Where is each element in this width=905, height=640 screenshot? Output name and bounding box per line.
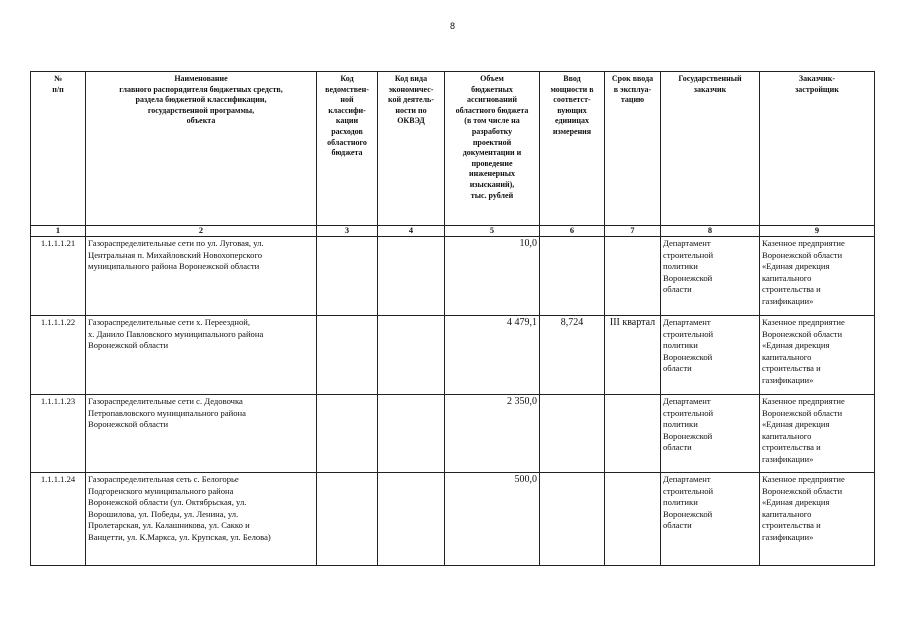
column-number: 2 [86,226,317,237]
header-col-customer: Государственный заказчик [661,72,760,226]
table-row [31,237,875,316]
okved-code [378,316,445,395]
header-col-capacity: Ввод мощности в соответст- вующих единицах измерения [540,72,605,226]
deadline-value: III квартал [605,316,661,395]
capacity-value [540,473,605,566]
budget-objects-table [30,71,875,566]
object-name: Газораспределительная сеть с. Белогорье Подгоренского муниципального района Воронежской области (ул. Октябрьская, ул. Ворошилова, ул. Победы, ул. Ленина, ул. Пролетарская, ул. Калашникова, ул. Сакко и Ванцетти, ул. К.Маркса, ул. Крупская, ул. Белова) [86,473,317,566]
column-number: 7 [605,226,661,237]
budget-amount: 2 350,0 [445,395,540,473]
header-col-builder: Заказчик- застройщик [760,72,875,226]
column-number: 8 [661,226,760,237]
header-col-number: № п/п [31,72,86,226]
header-col-budget-amount: Объем бюджетных ассигнований областного бюджета (в том числе на разработку проектной документации и проведение инженерных изысканий), тыс. рублей [445,72,540,226]
okved-code [378,237,445,316]
row-number: 1.1.1.1.21 [31,237,86,316]
developer-customer: Казенное предприятие Воронежской области «Единая дирекция капитального строительства и газификации» [760,237,875,316]
dept-code [317,473,378,566]
state-customer: Департамент строительной политики Воронежской области [661,237,760,316]
header-col-deadline: Срок ввода в эксплуа- тацию [605,72,661,226]
state-customer: Департамент строительной политики Воронежской области [661,473,760,566]
state-customer: Департамент строительной политики Воронежской области [661,316,760,395]
row-number: 1.1.1.1.23 [31,395,86,473]
deadline-value [605,395,661,473]
budget-amount: 4 479,1 [445,316,540,395]
row-number: 1.1.1.1.22 [31,316,86,395]
header-col-okved-code: Код вида экономичес- кой деятель- ности по ОКВЭД [378,72,445,226]
header-col-dept-code: Код ведомствен- ной классифи- кации расходов областного бюджета [317,72,378,226]
table-row [31,316,875,395]
object-name: Газораспределительные сети по ул. Луговая, ул. Центральная п. Михайловский Новохоперского муниципального района Воронежской области [86,237,317,316]
budget-amount: 10,0 [445,237,540,316]
developer-customer: Казенное предприятие Воронежской области «Единая дирекция капитального строительства и газификации» [760,395,875,473]
dept-code [317,237,378,316]
capacity-value: 8,724 [540,316,605,395]
deadline-value [605,473,661,566]
page-number: 8 [449,21,455,31]
dept-code [317,316,378,395]
budget-amount: 500,0 [445,473,540,566]
capacity-value [540,237,605,316]
column-number: 6 [540,226,605,237]
column-number: 9 [760,226,875,237]
object-name: Газораспределительные сети х. Переездной, х. Данило Павловского муниципального района Воронежской области [86,316,317,395]
column-number: 3 [317,226,378,237]
header-row [31,72,875,226]
developer-customer: Казенное предприятие Воронежской области «Единая дирекция капитального строительства и газификации» [760,473,875,566]
table-row [31,395,875,473]
deadline-value [605,237,661,316]
column-number: 5 [445,226,540,237]
okved-code [378,395,445,473]
okved-code [378,473,445,566]
table-row [31,473,875,566]
capacity-value [540,395,605,473]
column-number-row [31,226,875,237]
object-name: Газораспределительные сети с. Дедовочка Петропавловского муниципального района Воронежской области [86,395,317,473]
row-number: 1.1.1.1.24 [31,473,86,566]
state-customer: Департамент строительной политики Воронежской области [661,395,760,473]
column-number: 4 [378,226,445,237]
developer-customer: Казенное предприятие Воронежской области «Единая дирекция капитального строительства и газификации» [760,316,875,395]
header-col-name: Наименование главного распорядителя бюджетных средств, раздела бюджетной классификации, государственной программы, объекта [86,72,317,226]
dept-code [317,395,378,473]
column-number: 1 [31,226,86,237]
